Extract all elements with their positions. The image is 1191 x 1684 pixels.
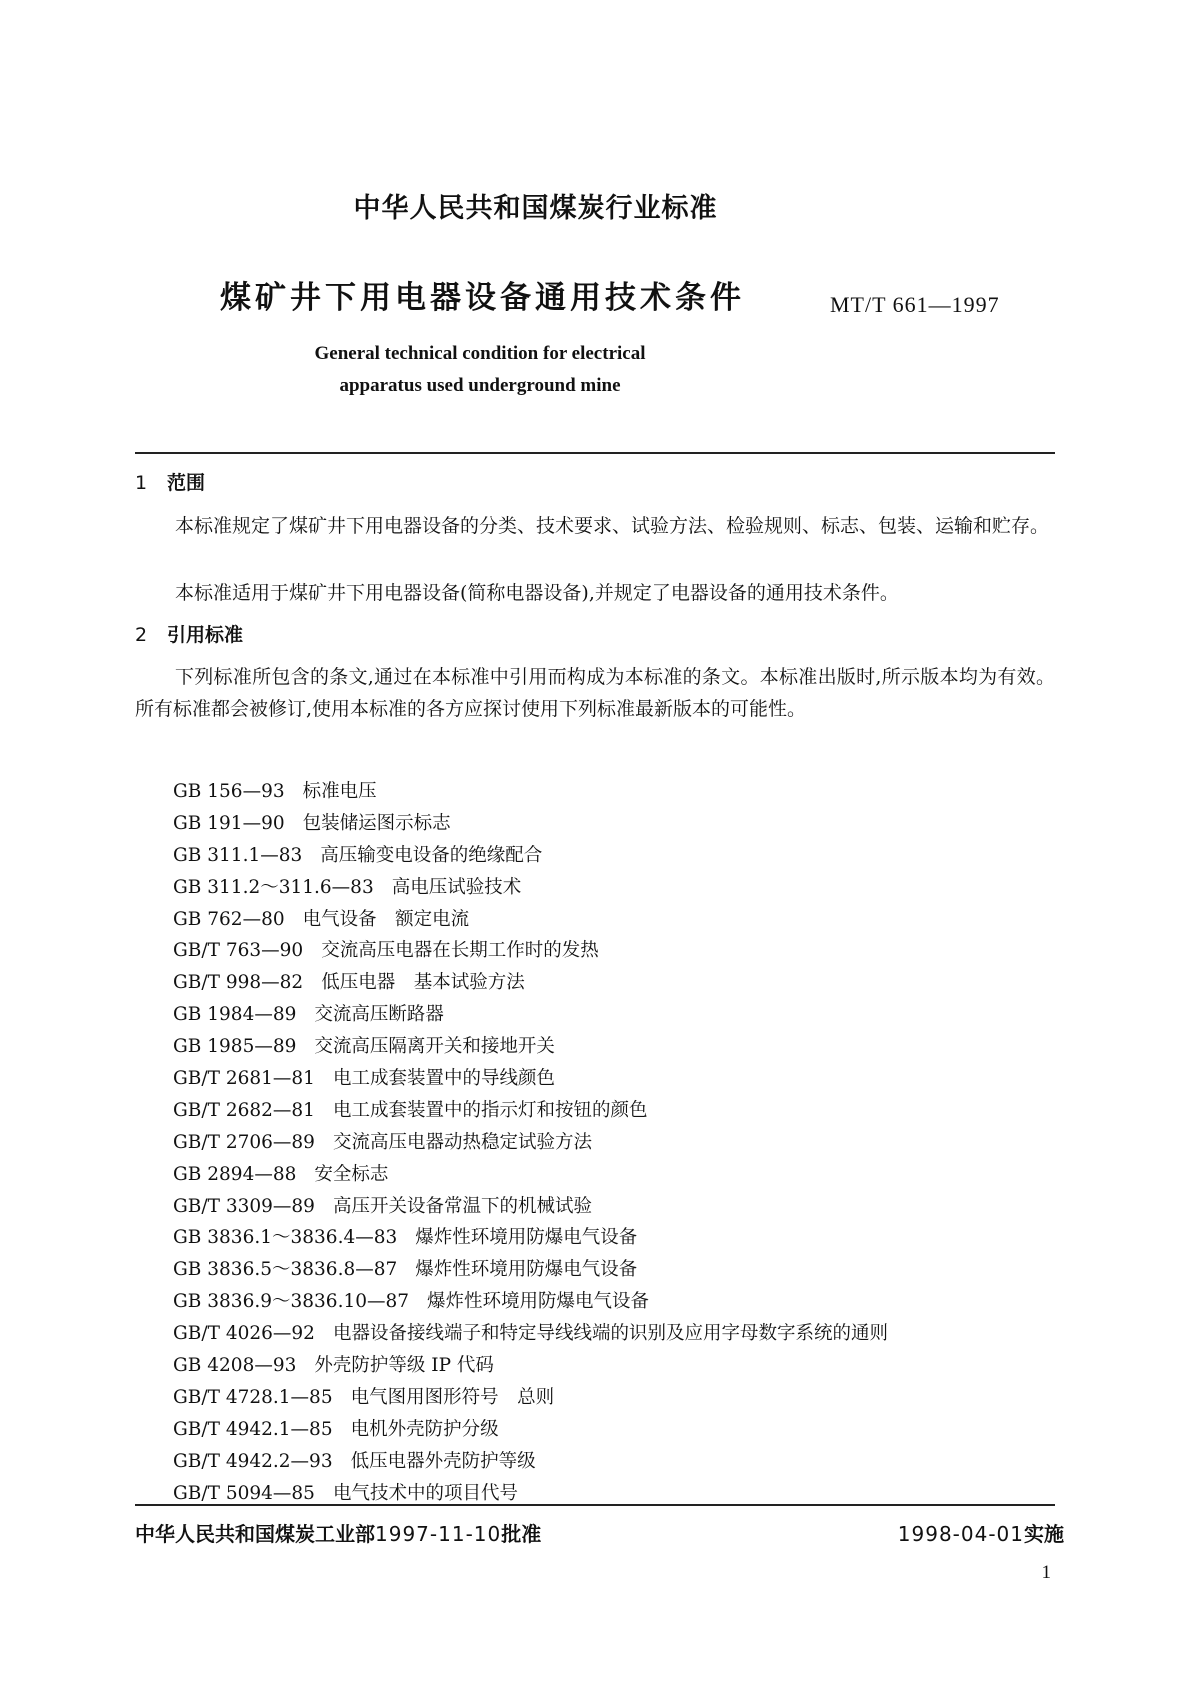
reference-title: 交流高压断路器 (314, 1004, 444, 1026)
reference-item (173, 1318, 888, 1350)
reference-title: 高压输变电设备的绝缘配合 (320, 844, 543, 866)
reference-code: GB 1985—89 (173, 1036, 297, 1058)
reference-code: GB 762—80 (173, 908, 285, 930)
effective-label: 实施 (1024, 1522, 1064, 1546)
reference-code: GB/T 4942.1—85 (173, 1418, 333, 1440)
reference-code: GB/T 4026—92 (173, 1323, 315, 1345)
section-title: 引用标准 (167, 624, 244, 646)
reference-code: GB/T 998—82 (173, 972, 304, 994)
reference-code: GB 3836.5～3836.8—87 (173, 1259, 398, 1281)
reference-title: 低压电器外壳防护等级 (350, 1450, 536, 1472)
reference-title: 高电压试验技术 (391, 876, 522, 898)
issuing-organization: 中华人民共和国煤炭行业标准 (353, 193, 718, 224)
section-2-heading (135, 620, 243, 647)
reference-code: GB 3836.9～3836.10—87 (173, 1291, 410, 1313)
effective-date: 1998-04-01 (897, 1522, 1024, 1546)
reference-title: 电气技术中的项目代号 (332, 1482, 518, 1504)
reference-code: GB/T 2706—89 (173, 1131, 315, 1153)
reference-title: 交流高压电器动热稳定试验方法 (332, 1131, 592, 1153)
reference-item (173, 1095, 888, 1127)
reference-code: GB 191—90 (173, 812, 285, 834)
reference-item (173, 1031, 888, 1063)
reference-item (173, 872, 888, 904)
reference-title: 交流高压电器在长期工作时的发热 (321, 940, 599, 962)
reference-title: 电工成套装置中的导线颜色 (332, 1068, 555, 1090)
reference-code: GB 311.2～311.6—83 (173, 876, 374, 898)
section-1-paragraph-1: 本标准规定了煤矿井下用电器设备的分类、技术要求、试验方法、检验规则、标志、包装、运输和贮存。 (175, 515, 1050, 537)
reference-title: 电机外壳防护分级 (350, 1418, 499, 1440)
reference-title: 交流高压隔离开关和接地开关 (314, 1036, 555, 1058)
reference-item (173, 1159, 888, 1191)
section-number: 2 (135, 624, 148, 646)
english-title (0, 338, 960, 402)
reference-code: GB/T 2681—81 (173, 1068, 315, 1090)
reference-code: GB/T 3309—89 (173, 1195, 315, 1217)
reference-item (173, 1222, 888, 1254)
reference-code: GB/T 763—90 (173, 940, 304, 962)
reference-title: 电工成套装置中的指示灯和按钮的颜色 (332, 1099, 648, 1121)
reference-title: 低压电器 基本试验方法 (321, 972, 525, 994)
effective-statement (898, 1518, 1064, 1547)
standard-number: MT/T 661—1997 (830, 292, 1000, 317)
reference-item (173, 1286, 888, 1318)
reference-title: 电气图用图形符号 总则 (350, 1386, 555, 1408)
reference-item (173, 999, 888, 1031)
reference-code: GB/T 4728.1—85 (173, 1386, 333, 1408)
english-title-line-2: apparatus used underground mine (339, 375, 621, 396)
reference-item (173, 1350, 888, 1382)
reference-item (173, 1063, 888, 1095)
reference-title: 外壳防护等级 IP 代码 (314, 1355, 494, 1377)
approval-organization: 中华人民共和国煤炭工业部 (135, 1522, 375, 1546)
reference-item (173, 904, 888, 936)
reference-code: GB 311.1—83 (173, 844, 303, 866)
reference-title: 爆炸性环境用防爆电气设备 (415, 1227, 638, 1249)
section-1-heading (135, 468, 205, 495)
reference-code: GB 156—93 (173, 781, 285, 802)
reference-code: GB 2894—88 (173, 1163, 297, 1185)
section-1-paragraph-2: 本标准适用于煤矿井下用电器设备(简称电器设备),并规定了电器设备的通用技术条件。 (175, 582, 899, 604)
reference-item (173, 840, 888, 872)
reference-item (173, 1254, 888, 1286)
header-divider (135, 452, 1055, 454)
approval-label: 批准 (501, 1522, 542, 1546)
reference-item (173, 776, 888, 808)
reference-title: 爆炸性环境用防爆电气设备 (415, 1259, 638, 1281)
reference-item (173, 1446, 888, 1478)
section-2-paragraph-1: 下列标准所包含的条文,通过在本标准中引用而构成为本标准的条文。本标准出版时,所示版本均为有效。所有标准都会被修订,使用本标准的各方应探讨使用下列标准最新版本的可能性。 (135, 666, 1055, 720)
footer-divider (135, 1504, 1055, 1506)
reference-title: 标准电压 (302, 781, 377, 802)
reference-code: GB/T 5094—85 (173, 1482, 315, 1504)
reference-code: GB 4208—93 (173, 1355, 297, 1377)
reference-code: GB/T 4942.2—93 (173, 1450, 333, 1472)
approval-statement (135, 1518, 541, 1547)
reference-item (173, 935, 888, 967)
english-title-line-1: General technical condition for electrical (314, 343, 646, 364)
referenced-standards-list (173, 776, 888, 1509)
document-title: 煤矿井下用电器设备通用技术条件 (220, 280, 745, 316)
reference-title: 爆炸性环境用防爆电气设备 (427, 1291, 650, 1313)
reference-item (173, 808, 888, 840)
reference-item (173, 1191, 888, 1223)
reference-title: 包装储运图示标志 (302, 812, 451, 834)
reference-code: GB 3836.1～3836.4—83 (173, 1227, 398, 1249)
reference-item (173, 1414, 888, 1446)
reference-item (173, 1382, 888, 1414)
reference-code: GB 1984—89 (173, 1004, 297, 1026)
approval-date: 1997-11-10 (375, 1522, 502, 1546)
reference-title: 高压开关设备常温下的机械试验 (332, 1195, 592, 1217)
reference-code: GB/T 2682—81 (173, 1099, 315, 1121)
reference-title: 电气设备 额定电流 (302, 908, 470, 930)
reference-item (173, 1127, 888, 1159)
reference-item (173, 967, 888, 999)
section-title: 范围 (167, 472, 206, 494)
reference-title: 安全标志 (314, 1163, 389, 1185)
page-number: 1 (1041, 1562, 1051, 1583)
section-number: 1 (135, 472, 148, 494)
reference-title: 电器设备接线端子和特定导线线端的识别及应用字母数字系统的通则 (332, 1323, 888, 1345)
